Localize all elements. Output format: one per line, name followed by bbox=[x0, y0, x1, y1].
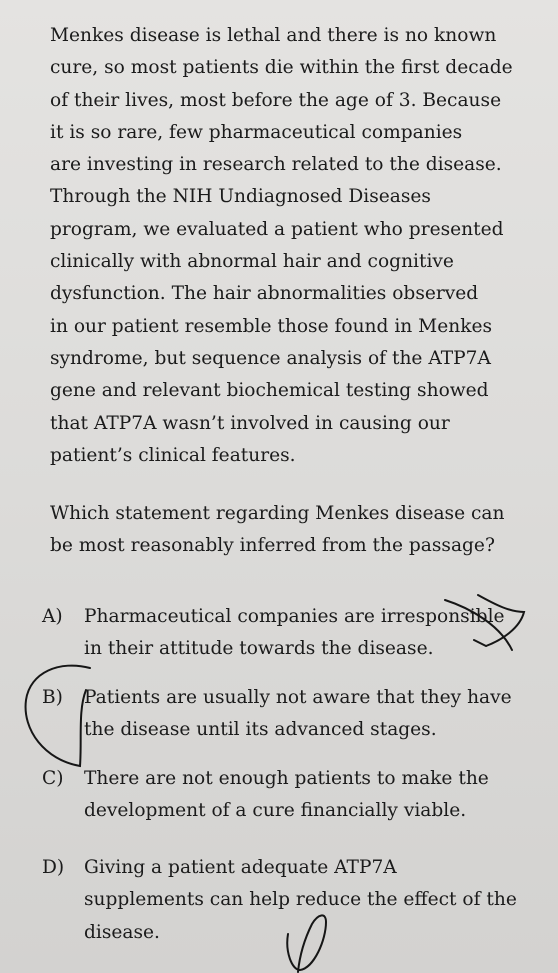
pen-circle-mark bbox=[26, 666, 90, 766]
option-text bbox=[84, 682, 554, 747]
option-text bbox=[84, 601, 554, 666]
option-letter: B) bbox=[42, 687, 63, 708]
option-line: Pharmaceutical companies are irresponsible bbox=[84, 606, 505, 627]
passage-line: dysfunction. The hair abnormalities observed bbox=[50, 283, 479, 305]
question-line: Which statement regarding Menkes disease can bbox=[50, 503, 505, 524]
option-text bbox=[84, 763, 554, 828]
question-line: be most reasonably inferred from the passage? bbox=[50, 535, 495, 557]
option-line: Giving a patient adequate ATP7A bbox=[84, 857, 397, 878]
option-line: Patients are usually not aware that they have bbox=[84, 687, 512, 708]
option-line: supplements can help reduce the effect of the bbox=[84, 889, 517, 911]
option-line: disease. bbox=[84, 921, 160, 943]
passage-line: Menkes disease is lethal and there is no known bbox=[50, 25, 497, 46]
option-letter: D) bbox=[42, 857, 65, 878]
passage-line: it is so rare, few pharmaceutical companies bbox=[50, 121, 463, 143]
passage-line: program, we evaluated a patient who presented bbox=[50, 218, 504, 240]
passage-line: gene and relevant biochemical testing showed bbox=[50, 380, 489, 402]
option-text bbox=[84, 852, 554, 949]
passage-line: syndrome, but sequence analysis of the ATP7A bbox=[50, 347, 491, 369]
question-prompt bbox=[50, 498, 550, 563]
option-letter: C) bbox=[42, 768, 64, 789]
reading-passage bbox=[50, 20, 550, 472]
passage-line: that ATP7A wasn’t involved in causing our bbox=[50, 412, 450, 434]
passage-line: of their lives, most before the age of 3. Because bbox=[50, 89, 502, 111]
option-line: There are not enough patients to make the bbox=[84, 768, 489, 789]
option-line: the disease until its advanced stages. bbox=[84, 719, 437, 741]
passage-line: in our patient resemble those found in Menkes bbox=[50, 315, 493, 337]
option-line: development of a cure financially viable. bbox=[84, 800, 467, 822]
option-line: in their attitude towards the disease. bbox=[84, 638, 434, 660]
passage-line: are investing in research related to the disease. bbox=[50, 154, 502, 176]
option-letter: A) bbox=[42, 606, 63, 627]
passage-line: clinically with abnormal hair and cognitive bbox=[50, 251, 454, 273]
passage-line: Through the NIH Undiagnosed Diseases bbox=[50, 186, 431, 208]
passage-line: cure, so most patients die within the first decade bbox=[50, 57, 513, 79]
passage-line: patient’s clinical features. bbox=[50, 444, 296, 466]
